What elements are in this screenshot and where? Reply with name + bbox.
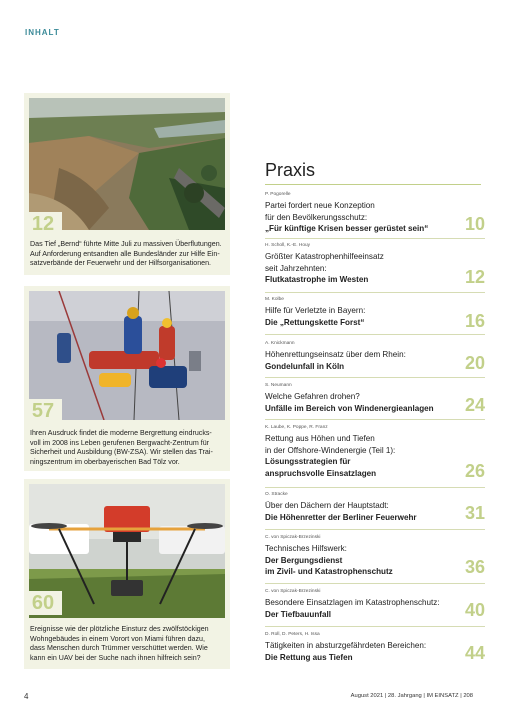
toc-author: D. Roll, D. Peters, H. Issa	[265, 632, 320, 637]
toc-title-line: im Zivil- und Katastrophenschutz	[265, 567, 393, 576]
footer-issue-info: August 2021 | 28. Jahrgang | IM EINSATZ | 208	[350, 693, 473, 699]
toc-author: C. von Spiczak-Brzezinski	[265, 589, 321, 594]
heading-divider	[265, 184, 481, 185]
toc-page-number: 44	[464, 643, 485, 663]
toc-title-line: Die „Rettungskette Forst“	[265, 317, 365, 327]
toc-page-number: 10	[464, 214, 485, 234]
toc-entry[interactable]	[265, 243, 485, 286]
toc-divider	[265, 292, 485, 293]
toc-author: P. Pogorelle	[265, 192, 291, 197]
toc-divider	[265, 238, 485, 239]
toc-divider	[265, 626, 485, 627]
toc-entry[interactable]	[265, 632, 485, 663]
toc-title-line: Lösungsstrategien für	[265, 457, 351, 466]
toc-entry[interactable]	[265, 297, 485, 331]
toc-title-line: Der Bergungsdienst	[265, 555, 343, 565]
teaser-page-number: 60	[24, 591, 62, 615]
teaser-card-mountain-rescue[interactable]	[24, 286, 230, 471]
toc-title-line: Größter Katastrophenhilfeeinsatz	[265, 252, 384, 261]
toc-title-line: Partei fordert neue Konzeption	[265, 201, 375, 210]
toc-divider	[265, 487, 485, 488]
toc-title-line: Besondere Einsatzlagen im Katastrophenschutz:	[265, 598, 440, 607]
toc-page-number: 31	[464, 503, 485, 523]
toc-entry[interactable]	[265, 425, 485, 479]
teaser-page-number: 12	[24, 212, 62, 236]
toc-author: A. Knickmann	[265, 341, 295, 346]
toc-title-line: Welche Gefahren drohen?	[265, 392, 360, 401]
footer-page-number: 4	[24, 692, 29, 701]
toc-page-number: 36	[464, 557, 485, 577]
toc-entry[interactable]	[265, 492, 485, 523]
toc-author: M. Kolbe	[265, 297, 284, 302]
toc-author: O. Stracke	[265, 492, 288, 497]
toc-title-line: anspruchsvolle Einsatzlagen	[265, 468, 377, 478]
teaser-card-drone[interactable]	[24, 479, 230, 669]
toc-title-line: Der Tiefbauunfall	[265, 609, 331, 619]
toc-divider	[265, 529, 485, 530]
toc-title-line: „Für künftige Krisen besser gerüstet sein“	[265, 224, 429, 233]
toc-page-number: 12	[464, 267, 485, 287]
toc-title-line: für den Bevölkerungsschutz:	[265, 212, 368, 222]
teaser-card-flood[interactable]	[24, 93, 230, 275]
toc-page-number: 26	[464, 461, 485, 481]
toc-page-number: 24	[464, 395, 485, 415]
toc-divider	[265, 377, 485, 378]
toc-page-number: 16	[464, 311, 485, 331]
toc-entry[interactable]	[265, 341, 485, 372]
toc-title-line: Technisches Hilfswerk:	[265, 544, 347, 553]
toc-entry[interactable]	[265, 589, 485, 620]
teaser-caption: Ereignisse wie der plötzliche Einsturz des zwölfstöckigen Wohngebäudes in einem Vorort von Miami führen dazu, dass Menschen durch Trümmer verschüttet werden. Wie kann ein UAV bei der Suche nach ihnen hilfreich sein?	[30, 625, 209, 662]
toc-title-line: seit Jahrzehnten:	[265, 263, 327, 273]
toc-divider	[265, 334, 485, 335]
toc-author: S. Neumann	[265, 383, 292, 388]
toc-title-line: Unfälle im Bereich von Windenergieanlagen	[265, 403, 434, 413]
toc-entry[interactable]	[265, 383, 485, 414]
toc-author: C. von Spiczak-Brzezinski	[265, 535, 321, 540]
toc-title-line: Tätigkeiten in absturzgefährdeten Bereichen:	[265, 641, 427, 650]
teaser-caption: Ihren Ausdruck findet die moderne Bergrettung eindrucks- voll im 2008 ins Leben gerufenen Bergwacht-Zentrum für Sicherheit und Ausbildung (BW-ZSA). Wir stellen das Trai- ningszentrum im oberbayerischen Bad Tölz vor.	[30, 429, 213, 466]
toc-title-line: in der Offshore-Windenergie (Teil 1):	[265, 445, 396, 455]
toc-title-line: Die Rettung aus Tiefen	[265, 652, 353, 662]
toc-title-line: Gondelunfall in Köln	[265, 361, 345, 371]
toc-divider	[265, 419, 485, 420]
toc-entry[interactable]	[265, 192, 485, 235]
toc-author: K. Laube, K. Poppe, R. Franz	[265, 425, 328, 430]
section-heading-praxis: Praxis	[265, 160, 316, 180]
toc-title-line: Über den Dächern der Hauptstadt:	[265, 501, 389, 510]
toc-page-number: 20	[464, 353, 485, 373]
toc-entry[interactable]	[265, 535, 485, 578]
toc-title-line: Die Höhenretter der Berliner Feuerwehr	[265, 512, 417, 522]
toc-divider	[265, 583, 485, 584]
teaser-page-number: 57	[24, 399, 62, 423]
teaser-caption: Das Tief „Bernd“ führte Mitte Juli zu massiven Überflutungen. Auf Anforderung entsandten alle Bundesländer zur Hilfe Ein- satzverbände der Feuerwehr und der Hilfsorganisationen.	[30, 240, 222, 268]
toc-author: H. Scholl, K.-E. Houy	[265, 243, 311, 248]
toc-title-line: Höhenrettungseinsatz über dem Rhein:	[265, 350, 406, 359]
flood-aerial-photo	[29, 98, 225, 230]
toc-title-line: Rettung aus Höhen und Tiefen	[265, 434, 375, 443]
toc-title-line: Hilfe für Verletzte in Bayern:	[265, 306, 366, 315]
toc-page-number: 40	[464, 600, 485, 620]
toc-title-line: Flutkatastrophe im Westen	[265, 275, 369, 284]
section-label: INHALT	[25, 28, 60, 37]
